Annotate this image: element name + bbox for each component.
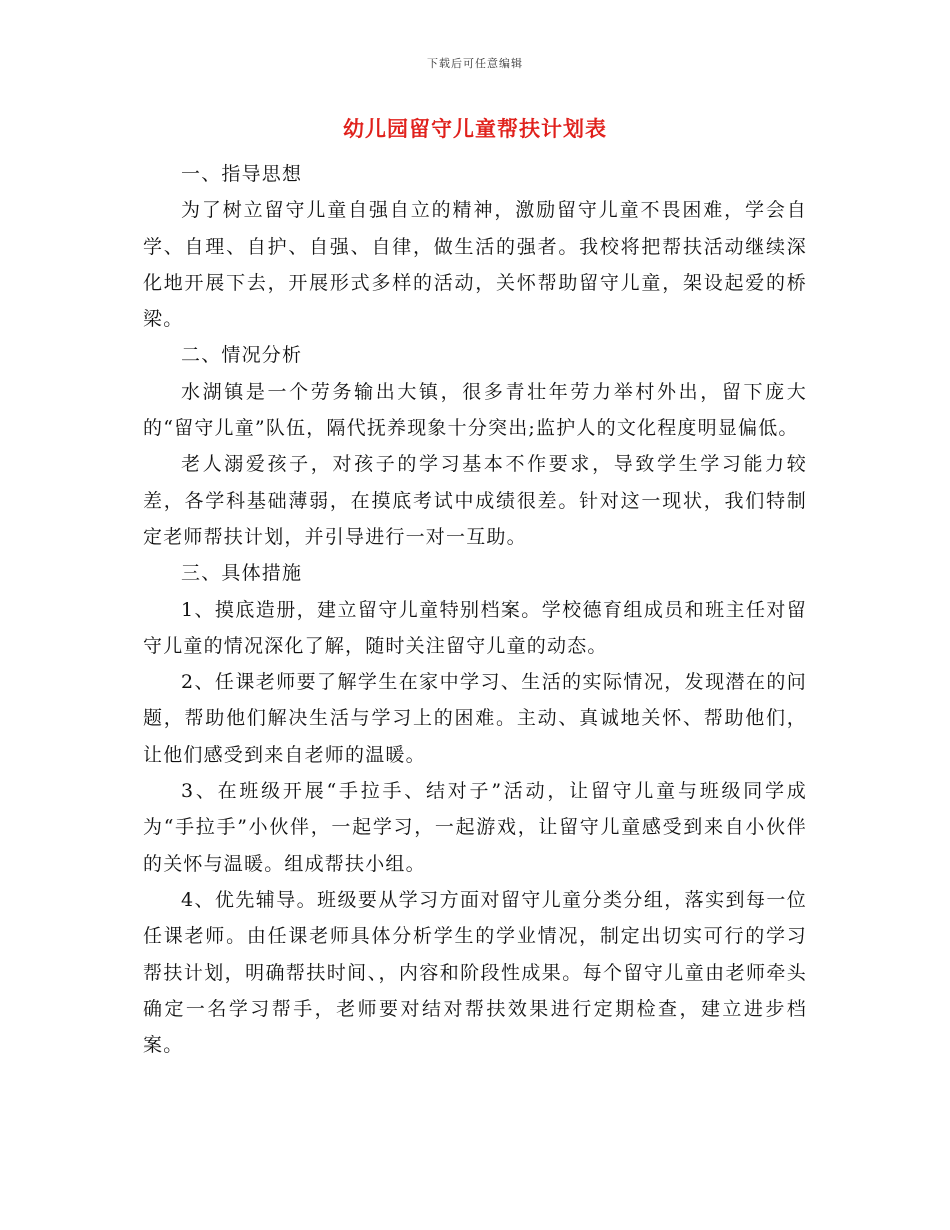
header-note: 下载后可任意编辑: [427, 57, 523, 70]
paragraph: 为了树立留守儿童自强自立的精神，激励留守儿童不畏困难，学会自学、自理、自护、自强、自律，做生活的强者。我校将把帮扶活动继续深化地开展下去，开展形式多样的活动，关怀帮助留守儿童，架设起爱的桥梁。: [143, 199, 807, 331]
paragraph: 老人溺爱孩子，对孩子的学习基本不作要求，导致学生学习能力较差，各学科基础薄弱，在摸底考试中成绩很差。针对这一现状，我们特制定老师帮扶计划，并引导进行一对一互助。: [143, 453, 807, 548]
document-title: 幼儿园留守儿童帮扶计划表: [343, 116, 607, 141]
measure-item-2: 2、任课老师要了解学生在家中学习、生活的实际情况，发现潜在的问题，帮助他们解决生活与学习上的困难。主动、真诚地关怀、帮助他们，让他们感受到来自老师的温暖。: [143, 671, 807, 766]
measure-item-1: 1、摸底造册，建立留守儿童特别档案。学校德育组成员和班主任对留守儿童的情况深化了解，随时关注留守儿童的动态。: [143, 598, 807, 657]
section-heading-guiding-ideology: 一、指导思想: [181, 163, 303, 185]
measure-item-3: 3、在班级开展“手拉手、结对子”活动，让留守儿童与班级同学成为“手拉手”小伙伴，一起学习，一起游戏，让留守儿童感受到来自小伙伴的关怀与温暖。组成帮扶小组。: [143, 780, 807, 875]
section-heading-specific-measures: 三、具体措施: [181, 562, 303, 585]
document-body: [143, 156, 807, 1063]
section-heading-situation-analysis: 二、情况分析: [181, 344, 303, 367]
measure-item-4: 4、优先辅导。班级要从学习方面对留守儿童分类分组，落实到每一位任课老师。由任课老师具体分析学生的学业情况，制定出切实可行的学习帮扶计划，明确帮扶时间、，内容和阶段性成果。每个留守儿童由老师牵头确定一名学习帮手，老师要对结对帮扶效果进行定期检查，建立进步档案。: [143, 888, 807, 1057]
paragraph: 水湖镇是一个劳务输出大镇，很多青壮年劳力举村外出，留下庞大的“留守儿童”队伍，隔代抚养现象十分突出;监护人的文化程度明显偏低。: [143, 380, 807, 440]
